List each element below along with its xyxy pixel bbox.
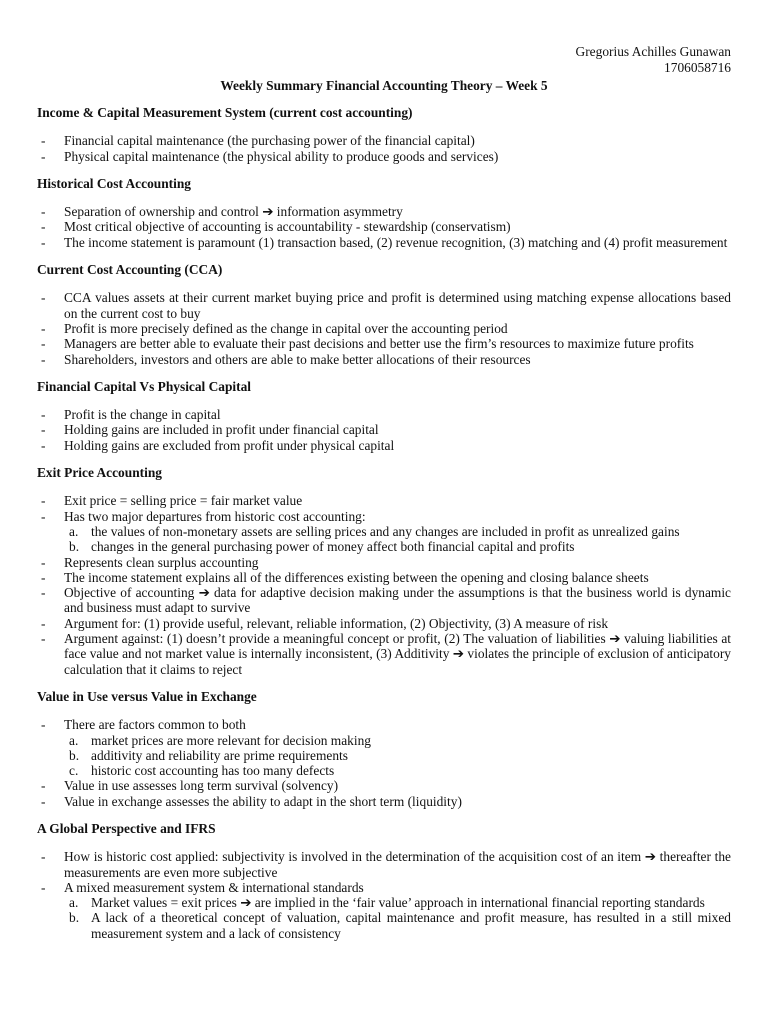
list-item xyxy=(37,407,731,422)
list-item-text: There are factors common to both xyxy=(64,717,246,733)
bullet-dash: - xyxy=(41,437,46,453)
bullet-dash: - xyxy=(41,290,46,306)
section xyxy=(37,465,731,677)
bullet-dash: - xyxy=(41,615,46,631)
bullet-dash: - xyxy=(41,554,46,570)
section xyxy=(37,379,731,453)
section-heading: Value in Use versus Value in Exchange xyxy=(37,688,257,704)
sub-item-letter: a. xyxy=(69,523,79,539)
list-item-text: Financial capital maintenance (the purchasing power of the financial capital) xyxy=(64,133,475,149)
sub-item-letter: b. xyxy=(69,539,80,555)
document-body xyxy=(37,105,731,953)
list-item-text: Holding gains are included in profit under financial capital xyxy=(64,422,379,438)
list-item-text: Shareholders, investors and others are able to make better allocations of their resources xyxy=(64,351,531,367)
section-heading: Income & Capital Measurement System (current cost accounting) xyxy=(37,105,413,120)
list-item xyxy=(37,290,731,321)
bullet-dash: - xyxy=(41,219,46,235)
sub-item-text: historic cost accounting has too many defects xyxy=(91,763,335,779)
sub-list-item xyxy=(37,539,731,554)
list-item-text: The income statement explains all of the differences existing between the opening and closing balance sheets xyxy=(64,569,649,585)
bullet-dash: - xyxy=(41,717,46,733)
list-item xyxy=(37,880,731,895)
list-item-text: Value in use assesses long term survival (solvency) xyxy=(64,778,339,794)
list-item xyxy=(37,219,731,234)
bullet-dash: - xyxy=(41,493,46,509)
list-item-text: The income statement is paramount (1) transaction based, (2) revenue recognition, (3) matching and (4) profit measurement xyxy=(64,234,728,250)
sub-list-item xyxy=(37,895,731,910)
list-item-text: A mixed measurement system & international standards xyxy=(64,879,364,895)
section xyxy=(37,821,731,941)
list-item xyxy=(37,794,731,809)
bullet-dash: - xyxy=(41,234,46,250)
bullet-dash: - xyxy=(41,148,46,164)
sub-item-letter: c. xyxy=(69,763,79,779)
list-item xyxy=(37,778,731,793)
list-item xyxy=(37,717,731,732)
list-item-text: Argument against: (1) doesn’t provide a meaningful concept or profit, (2) The valuation of liabilities ➔ valuing liabilities at face value and not market value is internally inconsistent, (3) Additivity ➔ violates the principle of exclusion of anticipatory calculation that it claims to reject xyxy=(64,631,731,677)
list-item-text: Exit price = selling price = fair market value xyxy=(64,493,303,509)
sub-item-text: changes in the general purchasing power of money affect both financial capital and profits xyxy=(91,539,575,555)
author-name: Gregorius Achilles Gunawan xyxy=(575,44,731,59)
section xyxy=(37,105,731,164)
sub-item-text: Market values = exit prices ➔ are implied in the ‘fair value’ approach in international financial reporting standards xyxy=(91,895,705,911)
list-item-text: Managers are better able to evaluate their past decisions and better use the firm’s resources to maximize future profits xyxy=(64,336,694,352)
list-item xyxy=(37,321,731,336)
list-item-text: Represents clean surplus accounting xyxy=(64,554,259,570)
bullet-dash: - xyxy=(41,793,46,809)
sub-list-item xyxy=(37,763,731,778)
bullet-dash: - xyxy=(41,351,46,367)
list-item-text: How is historic cost applied: subjectivity is involved in the determination of the acquisition cost of an item ➔ thereafter the measurements are even more subjective xyxy=(64,849,731,880)
list-item xyxy=(37,204,731,219)
list-item-text: Separation of ownership and control ➔ information asymmetry xyxy=(64,204,403,220)
bullet-dash: - xyxy=(41,133,46,149)
section-heading: Financial Capital Vs Physical Capital xyxy=(37,378,252,394)
sub-item-letter: a. xyxy=(69,895,79,911)
sub-item-text: market prices are more relevant for decision making xyxy=(91,732,371,748)
bullet-dash: - xyxy=(41,508,46,524)
sub-item-text: the values of non-monetary assets are selling prices and any changes are included in profit as unrealized gains xyxy=(91,523,680,539)
list-item-text: Profit is the change in capital xyxy=(64,407,221,423)
list-item-text: Value in exchange assesses the ability to adapt in the short term (liquidity) xyxy=(64,793,462,809)
bullet-dash: - xyxy=(41,569,46,585)
sub-list-item xyxy=(37,524,731,539)
bullet-dash: - xyxy=(41,778,46,794)
sub-item-letter: a. xyxy=(69,732,79,748)
bullet-dash: - xyxy=(41,585,46,601)
section xyxy=(37,689,731,809)
sub-list-item xyxy=(37,748,731,763)
list-item xyxy=(37,235,731,250)
bullet-dash: - xyxy=(41,849,46,865)
bullet-dash: - xyxy=(41,631,46,647)
bullet-dash: - xyxy=(41,407,46,423)
list-item xyxy=(37,352,731,367)
sub-item-letter: b. xyxy=(69,747,80,763)
bullet-dash: - xyxy=(41,422,46,438)
section-heading: A Global Perspective and IFRS xyxy=(37,820,216,836)
student-id: 1706058716 xyxy=(664,60,731,75)
list-item-text: CCA values assets at their current market buying price and profit is determined using matching expense allocations based on the current cost to buy xyxy=(64,290,731,321)
list-item xyxy=(37,149,731,164)
section-heading: Current Cost Accounting (CCA) xyxy=(37,262,223,278)
list-item-text: Has two major departures from historic cost accounting: xyxy=(64,508,366,524)
document-title: Weekly Summary Financial Accounting Theory – Week 5 xyxy=(220,78,548,93)
list-item xyxy=(37,631,731,677)
list-item xyxy=(37,616,731,631)
sub-item-letter: b. xyxy=(69,910,80,926)
section-heading: Historical Cost Accounting xyxy=(37,175,191,191)
sub-item-text: additivity and reliability are prime requirements xyxy=(91,747,348,763)
section xyxy=(37,176,731,250)
sub-list-item xyxy=(37,733,731,748)
list-item xyxy=(37,422,731,437)
list-item-text: Objective of accounting ➔ data for adaptive decision making under the assumptions is that the business world is dynamic and business must adapt to survive xyxy=(64,585,731,616)
sub-item-text: A lack of a theoretical concept of valuation, capital maintenance and profit measure, has resulted in a still mixed measurement system and a lack of consistency xyxy=(91,910,731,941)
bullet-dash: - xyxy=(41,336,46,352)
list-item-text: Profit is more precisely defined as the change in capital over the accounting period xyxy=(64,320,508,336)
bullet-dash: - xyxy=(41,879,46,895)
bullet-dash: - xyxy=(41,320,46,336)
list-item-text: Holding gains are excluded from profit under physical capital xyxy=(64,437,395,453)
list-item xyxy=(37,509,731,524)
list-item xyxy=(37,849,731,880)
list-item-text: Physical capital maintenance (the physical ability to produce goods and services) xyxy=(64,148,499,164)
list-item xyxy=(37,438,731,453)
list-item xyxy=(37,570,731,585)
list-item xyxy=(37,585,731,616)
list-item xyxy=(37,555,731,570)
list-item xyxy=(37,336,731,351)
list-item-text: Argument for: (1) provide useful, relevant, reliable information, (2) Objectivity, (3) A measure of risk xyxy=(64,615,609,631)
section xyxy=(37,262,731,367)
bullet-dash: - xyxy=(41,204,46,220)
list-item-text: Most critical objective of accounting is accountability - stewardship (conservatism) xyxy=(64,219,511,235)
list-item xyxy=(37,493,731,508)
section-heading: Exit Price Accounting xyxy=(37,465,162,481)
sub-list-item xyxy=(37,910,731,941)
list-item xyxy=(37,133,731,148)
